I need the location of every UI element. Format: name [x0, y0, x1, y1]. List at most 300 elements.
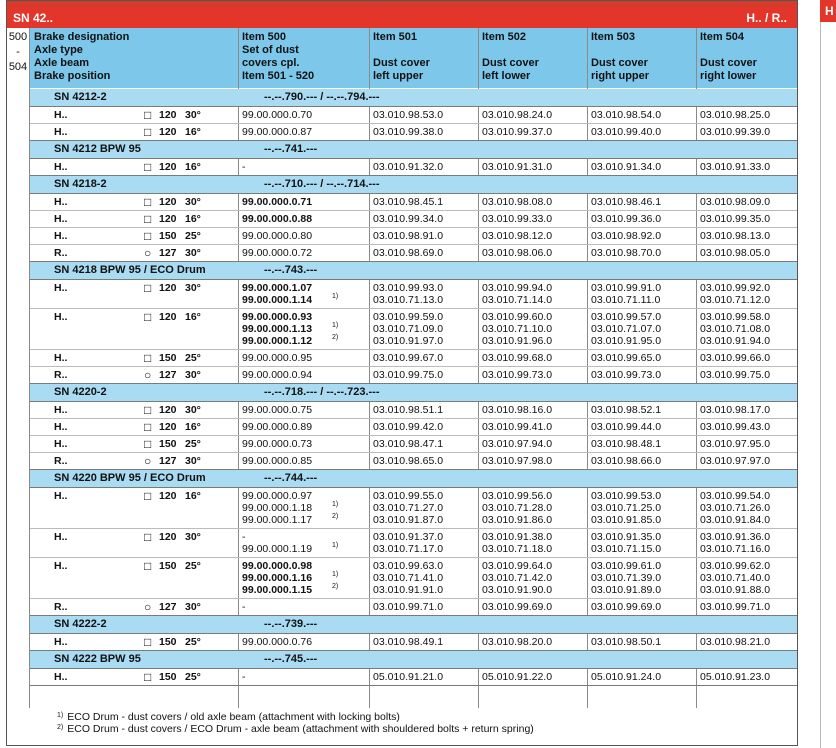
cell-i504: 03.010.97.95.0	[700, 438, 771, 450]
cell-i502: 03.010.71.28.0	[482, 502, 553, 514]
cell-i503: 03.010.91.89.0	[591, 584, 662, 596]
cell-i504: 03.010.99.43.0	[700, 421, 771, 433]
cell-i502: 03.010.71.14.0	[482, 294, 553, 306]
cell-i501: 03.010.99.67.0	[373, 352, 444, 364]
cell-axle: H..	[54, 671, 68, 683]
footnote-ref: 1)	[332, 293, 339, 300]
cell-sym: □	[144, 212, 152, 226]
row-line	[30, 514, 798, 526]
cell-i500: 99.00.000.0.75	[242, 404, 313, 416]
cell-i504: 03.010.99.58.0	[700, 311, 771, 323]
cell-i503: 03.010.98.50.1	[591, 636, 662, 648]
cell-size: 127	[159, 247, 177, 259]
cell-i500: 99.00.000.0.94	[242, 369, 313, 381]
cell-i501: 03.010.71.27.0	[373, 502, 444, 514]
cell-i500: 99.00.000.1.19	[242, 543, 313, 555]
cell-i504: 03.010.99.39.0	[700, 126, 771, 138]
table-row	[30, 107, 798, 124]
cell-sym: □	[144, 125, 152, 139]
header-desc: Brake designation Axle type Axle beam Brake position	[34, 31, 130, 82]
cell-i504: 03.010.99.92.0	[700, 282, 771, 294]
cell-i502: 03.010.99.94.0	[482, 282, 553, 294]
cell-i504: 03.010.91.33.0	[700, 161, 771, 173]
cell-sym: □	[144, 437, 152, 451]
cell-i500: -	[242, 601, 246, 613]
footnote	[55, 711, 534, 723]
cell-i503: 03.010.91.34.0	[591, 161, 662, 173]
cell-ang: 30°	[185, 455, 201, 467]
cell-size: 127	[159, 601, 177, 613]
side-divider	[820, 22, 821, 748]
cell-size: 120	[159, 109, 177, 121]
cell-i503: 03.010.98.52.1	[591, 404, 662, 416]
row-line	[30, 126, 798, 138]
parts-sheet	[6, 0, 798, 746]
cell-i502: 03.010.91.31.0	[482, 161, 553, 173]
cell-ang: 25°	[185, 230, 201, 242]
cell-i504: 03.010.98.21.0	[700, 636, 771, 648]
cell-ang: 30°	[185, 531, 201, 543]
table-row	[30, 159, 798, 176]
table-row	[30, 558, 798, 599]
group-name: SN 4218 BPW 95 / ECO Drum	[54, 264, 206, 276]
cell-ang: 25°	[185, 636, 201, 648]
cell-sym: □	[144, 160, 152, 174]
cell-i501: 03.010.71.17.0	[373, 543, 444, 555]
group-name: SN 4220 BPW 95 / ECO Drum	[54, 472, 206, 484]
cell-i503: 03.010.91.95.0	[591, 335, 662, 347]
cell-i502: 03.010.99.64.0	[482, 560, 553, 572]
header-item-503: Item 503 Dust cover right upper	[591, 31, 650, 82]
cell-ang: 25°	[185, 352, 201, 364]
cell-size: 120	[159, 404, 177, 416]
cell-i501: 03.010.91.37.0	[373, 531, 444, 543]
item-range	[7, 28, 29, 75]
cell-i500: 99.00.000.0.73	[242, 438, 313, 450]
cell-size: 120	[159, 213, 177, 225]
cell-i500: 99.00.000.1.18	[242, 502, 313, 514]
footnotes	[55, 711, 534, 735]
table-row	[30, 599, 798, 616]
cell-i502: 03.010.91.90.0	[482, 584, 553, 596]
table-row	[30, 529, 798, 558]
title-right: H.. / R..	[746, 11, 787, 25]
cell-axle: H..	[54, 421, 68, 433]
row-line	[30, 213, 798, 225]
group-code: --.--.718.--- / --.--.723.---	[264, 386, 380, 398]
cell-size: 120	[159, 161, 177, 173]
cell-i500: 99.00.000.0.85	[242, 455, 313, 467]
row-line	[30, 294, 798, 306]
cell-i500: 99.00.000.0.95	[242, 352, 313, 364]
cell-i501: 05.010.91.21.0	[373, 671, 444, 683]
table-row	[30, 194, 798, 211]
cell-i501: 03.010.99.71.0	[373, 601, 444, 613]
cell-ang: 30°	[185, 369, 201, 381]
cell-i504: 03.010.99.62.0	[700, 560, 771, 572]
row-line	[30, 404, 798, 416]
row-line	[30, 490, 798, 502]
footnote-ref: 2)	[332, 583, 339, 590]
group-header	[30, 141, 798, 159]
cell-ang: 30°	[185, 282, 201, 294]
cell-i500: 99.00.000.0.87	[242, 126, 313, 138]
cell-i500: 99.00.000.0.88	[242, 213, 313, 225]
table-header	[30, 28, 798, 88]
cell-i500: -	[242, 671, 246, 683]
cell-i501: 03.010.99.34.0	[373, 213, 444, 225]
row-line	[30, 311, 798, 323]
title-bar	[7, 7, 798, 28]
table-row	[30, 280, 798, 309]
cell-i503: 03.010.99.57.0	[591, 311, 662, 323]
cell-i501: 03.010.99.75.0	[373, 369, 444, 381]
cell-i503: 05.010.91.24.0	[591, 671, 662, 683]
cell-i500: 99.00.000.1.15	[242, 584, 313, 596]
group-header	[30, 616, 798, 634]
group-name: SN 4212 BPW 95	[54, 143, 141, 155]
cell-i501: 03.010.91.91.0	[373, 584, 444, 596]
group-code: --.--.744.---	[264, 472, 318, 484]
cell-i501: 03.010.91.87.0	[373, 514, 444, 526]
cell-axle: H..	[54, 352, 68, 364]
cell-ang: 25°	[185, 671, 201, 683]
group-code: --.--.710.--- / --.--.714.---	[264, 178, 380, 190]
footnote-text: ECO Drum - dust covers / old axle beam (attachment with locking bolts)	[67, 711, 400, 723]
cell-i503: 03.010.99.65.0	[591, 352, 662, 364]
cell-i502: 03.010.98.20.0	[482, 636, 553, 648]
group-header	[30, 176, 798, 194]
cell-i502: 03.010.98.24.0	[482, 109, 553, 121]
row-line	[30, 543, 798, 555]
group-code: --.--.739.---	[264, 618, 318, 630]
cell-ang: 16°	[185, 126, 201, 138]
cell-i504: 03.010.98.25.0	[700, 109, 771, 121]
table-row	[30, 634, 798, 651]
cell-i500: 99.00.000.1.07	[242, 282, 313, 294]
cell-sym: □	[144, 670, 152, 684]
cell-i504: 03.010.98.13.0	[700, 230, 771, 242]
header-item-502: Item 502 Dust cover left lower	[482, 31, 539, 82]
cell-size: 120	[159, 421, 177, 433]
header-item-501: Item 501 Dust cover left upper	[373, 31, 430, 82]
cell-axle: H..	[54, 126, 68, 138]
cell-i504: 03.010.98.09.0	[700, 196, 771, 208]
cell-i504: 03.010.99.75.0	[700, 369, 771, 381]
cell-axle: H..	[54, 560, 68, 572]
cell-i502: 03.010.91.86.0	[482, 514, 553, 526]
cell-i501: 03.010.71.41.0	[373, 572, 444, 584]
cell-i501: 03.010.98.69.0	[373, 247, 444, 259]
cell-ang: 30°	[185, 404, 201, 416]
table-row	[30, 367, 798, 384]
cell-i504: 03.010.97.97.0	[700, 455, 771, 467]
cell-axle: H..	[54, 490, 68, 502]
cell-ang: 30°	[185, 247, 201, 259]
cell-i501: 03.010.99.63.0	[373, 560, 444, 572]
row-line	[30, 282, 798, 294]
cell-i501: 03.010.99.59.0	[373, 311, 444, 323]
cell-i502: 03.010.71.18.0	[482, 543, 553, 555]
cell-i503: 03.010.98.48.1	[591, 438, 662, 450]
cell-i502: 03.010.97.94.0	[482, 438, 553, 450]
row-line	[30, 502, 798, 514]
group-code: --.--.743.---	[264, 264, 318, 276]
cell-i502: 03.010.99.68.0	[482, 352, 553, 364]
table-row	[30, 419, 798, 436]
row-line	[30, 601, 798, 613]
cell-sym: ○	[144, 454, 152, 468]
cell-i502: 03.010.99.73.0	[482, 369, 553, 381]
cell-i501: 03.010.98.49.1	[373, 636, 444, 648]
table-row	[30, 228, 798, 245]
cell-i503: 03.010.71.11.0	[591, 294, 661, 306]
group-header	[30, 470, 798, 488]
cell-i501: 03.010.99.55.0	[373, 490, 444, 502]
table-row	[30, 402, 798, 419]
cell-size: 120	[159, 311, 177, 323]
group-name: SN 4222 BPW 95	[54, 653, 141, 665]
cell-ang: 16°	[185, 421, 201, 433]
cell-i502: 03.010.71.10.0	[482, 323, 553, 335]
header-item-500: Item 500 Set of dust covers cpl. Item 501 - 520	[242, 31, 315, 82]
cell-i504: 03.010.99.35.0	[700, 213, 771, 225]
footnote-ref: 1)	[332, 322, 339, 329]
cell-sym: ○	[144, 368, 152, 382]
cell-i500: 99.00.000.0.89	[242, 421, 313, 433]
cell-i501: 03.010.98.51.1	[373, 404, 444, 416]
cell-size: 120	[159, 490, 177, 502]
cell-i500: 99.00.000.0.80	[242, 230, 313, 242]
cell-i504: 03.010.91.94.0	[700, 335, 771, 347]
side-tab[interactable]: H	[820, 0, 836, 22]
group-name: SN 4212-2	[54, 91, 107, 103]
cell-size: 150	[159, 636, 177, 648]
range-to: 504	[8, 61, 28, 73]
row-line	[30, 671, 798, 683]
cell-size: 120	[159, 196, 177, 208]
cell-sym: ○	[144, 246, 152, 260]
cell-i503: 03.010.99.36.0	[591, 213, 662, 225]
cell-i502: 03.010.91.96.0	[482, 335, 553, 347]
cell-sym: ○	[144, 600, 152, 614]
cell-ang: 16°	[185, 311, 201, 323]
cell-i503: 03.010.98.54.0	[591, 109, 662, 121]
cell-i500: -	[242, 161, 246, 173]
cell-axle: H..	[54, 531, 68, 543]
cell-i504: 03.010.99.66.0	[700, 352, 771, 364]
cell-i501: 03.010.91.32.0	[373, 161, 444, 173]
cell-i503: 03.010.71.39.0	[591, 572, 662, 584]
group-header	[30, 262, 798, 280]
row-line	[30, 560, 798, 572]
cell-i500: 99.00.000.0.72	[242, 247, 313, 259]
cell-sym: □	[144, 310, 152, 324]
cell-i501: 03.010.98.65.0	[373, 455, 444, 467]
cell-i502: 03.010.91.38.0	[482, 531, 553, 543]
table-row	[30, 669, 798, 686]
row-line	[30, 247, 798, 259]
cell-sym: □	[144, 403, 152, 417]
cell-i502: 03.010.99.56.0	[482, 490, 553, 502]
cell-axle: R..	[54, 601, 68, 613]
cell-axle: R..	[54, 247, 68, 259]
cell-axle: H..	[54, 109, 68, 121]
table-row	[30, 245, 798, 262]
cell-axle: R..	[54, 455, 68, 467]
row-line	[30, 455, 798, 467]
cell-ang: 25°	[185, 438, 201, 450]
group-name: SN 4218-2	[54, 178, 107, 190]
group-code: --.--.741.---	[264, 143, 318, 155]
row-line	[30, 323, 798, 335]
cell-axle: H..	[54, 404, 68, 416]
footnote-ref: 1)	[332, 542, 339, 549]
cell-ang: 30°	[185, 196, 201, 208]
cell-i503: 03.010.91.35.0	[591, 531, 662, 543]
cell-ang: 30°	[185, 109, 201, 121]
cell-size: 127	[159, 455, 177, 467]
footnote-ref: 2)	[332, 334, 339, 341]
cell-i500: 99.00.000.0.98	[242, 560, 313, 572]
footnote-text: ECO Drum - dust covers / ECO Drum - axle beam (attachment with shouldered bolts + return spring)	[67, 723, 534, 735]
cell-i502: 03.010.99.60.0	[482, 311, 553, 323]
group-code: --.--.745.---	[264, 653, 318, 665]
cell-i503: 03.010.99.73.0	[591, 369, 662, 381]
cell-i500: 99.00.000.1.14	[242, 294, 313, 306]
cell-i501: 03.010.98.53.0	[373, 109, 444, 121]
row-line	[30, 531, 798, 543]
cell-i503: 03.010.99.40.0	[591, 126, 662, 138]
cell-i503: 03.010.98.70.0	[591, 247, 662, 259]
table-body	[30, 89, 798, 686]
cell-i504: 03.010.99.54.0	[700, 490, 771, 502]
cell-axle: H..	[54, 213, 68, 225]
cell-i500: 99.00.000.0.93	[242, 311, 313, 323]
cell-axle: H..	[54, 438, 68, 450]
title-left: SN 42..	[13, 11, 54, 25]
cell-i502: 03.010.99.69.0	[482, 601, 553, 613]
cell-sym: □	[144, 351, 152, 365]
row-line	[30, 572, 798, 584]
cell-i501: 03.010.98.91.0	[373, 230, 444, 242]
cell-i501: 03.010.91.97.0	[373, 335, 444, 347]
cell-i504: 03.010.99.71.0	[700, 601, 771, 613]
cell-i503: 03.010.99.69.0	[591, 601, 662, 613]
cell-axle: H..	[54, 282, 68, 294]
cell-i504: 03.010.98.05.0	[700, 247, 771, 259]
row-line	[30, 196, 798, 208]
cell-i504: 03.010.91.84.0	[700, 514, 771, 526]
range-dash: -	[16, 46, 20, 58]
cell-i502: 03.010.98.06.0	[482, 247, 553, 259]
row-line	[30, 352, 798, 364]
cell-i504: 03.010.71.26.0	[700, 502, 771, 514]
cell-i502: 03.010.98.12.0	[482, 230, 553, 242]
cell-size: 127	[159, 369, 177, 381]
cell-i503: 03.010.99.44.0	[591, 421, 662, 433]
cell-sym: □	[144, 530, 152, 544]
table-row	[30, 124, 798, 141]
cell-i503: 03.010.99.61.0	[591, 560, 662, 572]
table-row	[30, 488, 798, 529]
cell-ang: 25°	[185, 560, 201, 572]
cell-i501: 03.010.99.42.0	[373, 421, 444, 433]
footnote-mark: 2)	[57, 724, 64, 731]
cell-sym: □	[144, 635, 152, 649]
cell-i502: 03.010.98.08.0	[482, 196, 553, 208]
cell-axle: H..	[54, 230, 68, 242]
cell-sym: □	[144, 281, 152, 295]
group-header	[30, 384, 798, 402]
cell-i500: -	[242, 531, 246, 543]
cell-i500: 99.00.000.1.16	[242, 572, 313, 584]
table-row	[30, 309, 798, 350]
group-code: --.--.790.--- / --.--.794.---	[264, 91, 380, 103]
row-line	[30, 230, 798, 242]
cell-i502: 05.010.91.22.0	[482, 671, 553, 683]
cell-i504: 03.010.71.40.0	[700, 572, 771, 584]
cell-i503: 03.010.71.07.0	[591, 323, 662, 335]
cell-size: 150	[159, 438, 177, 450]
row-line	[30, 421, 798, 433]
table-row	[30, 211, 798, 228]
footnote-ref: 1)	[332, 501, 339, 508]
cell-i503: 03.010.99.53.0	[591, 490, 662, 502]
cell-i502: 03.010.98.16.0	[482, 404, 553, 416]
table-row	[30, 350, 798, 367]
cell-i504: 03.010.91.36.0	[700, 531, 771, 543]
cell-i501: 03.010.98.45.1	[373, 196, 444, 208]
cell-i504: 03.010.71.16.0	[700, 543, 771, 555]
cell-i502: 03.010.71.42.0	[482, 572, 553, 584]
cell-axle: H..	[54, 161, 68, 173]
group-header	[30, 89, 798, 107]
cell-i504: 03.010.98.17.0	[700, 404, 771, 416]
cell-sym: □	[144, 420, 152, 434]
cell-i500: 99.00.000.0.71	[242, 196, 313, 208]
footnote-ref: 1)	[332, 571, 339, 578]
cell-i500: 99.00.000.0.70	[242, 109, 313, 121]
cell-i502: 03.010.97.98.0	[482, 455, 553, 467]
cell-size: 120	[159, 126, 177, 138]
header-item-504: Item 504 Dust cover right lower	[700, 31, 757, 82]
cell-size: 150	[159, 352, 177, 364]
cell-sym: □	[144, 559, 152, 573]
cell-i501: 03.010.99.93.0	[373, 282, 444, 294]
footnote-ref: 2)	[332, 513, 339, 520]
cell-i503: 03.010.91.85.0	[591, 514, 662, 526]
cell-i502: 03.010.99.41.0	[482, 421, 553, 433]
cell-i500: 99.00.000.0.76	[242, 636, 313, 648]
table-row	[30, 436, 798, 453]
cell-sym: □	[144, 229, 152, 243]
cell-i503: 03.010.98.92.0	[591, 230, 662, 242]
cell-i504: 03.010.71.08.0	[700, 323, 771, 335]
cell-sym: □	[144, 108, 152, 122]
cell-i501: 03.010.71.09.0	[373, 323, 444, 335]
cell-i500: 99.00.000.1.12	[242, 335, 313, 347]
cell-i504: 05.010.91.23.0	[700, 671, 771, 683]
cell-i500: 99.00.000.0.97	[242, 490, 313, 502]
cell-i503: 03.010.71.15.0	[591, 543, 662, 555]
cell-i501: 03.010.99.38.0	[373, 126, 444, 138]
cell-i503: 03.010.71.25.0	[591, 502, 662, 514]
cell-sym: □	[144, 195, 152, 209]
cell-size: 120	[159, 531, 177, 543]
cell-axle: H..	[54, 636, 68, 648]
cell-i501: 03.010.71.13.0	[373, 294, 444, 306]
